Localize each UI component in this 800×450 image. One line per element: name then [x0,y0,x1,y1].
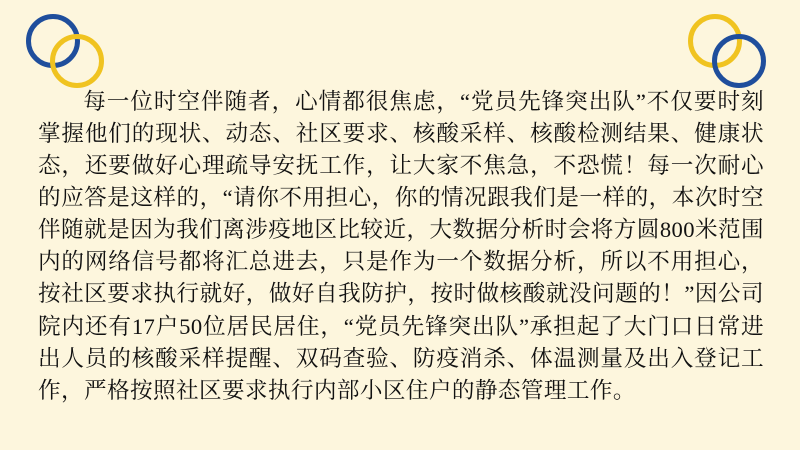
decor-rings-right [662,0,782,90]
decor-rings-left [18,0,138,90]
slide-body-text: 每一位时空伴随者，心情都很焦虑，“党员先锋突出队”不仅要时刻掌握他们的现状、动态、社区要求、核酸采样、核酸检测结果、健康状态，还要做好心理疏导安抚工作，让大家不焦急，不恐慌！每一次耐心的应答是这样的，“请你不用担心，你的情况跟我们是一样的，本次时空伴随就是因为我们离涉疫地区比较近，大数据分析时会将方圆800米范围内的网络信号都将汇总进去，只是作为一个数据分析，所以不用担心，按社区要求执行就好，做好自我防护，按时做核酸就没问题的！”因公司院内还有17户50位居民居住，“党员先锋突出队”承担起了大门口日常进出人员的核酸采样提醒、双码查验、防疫消杀、体温测量及出入登记工作，严格按照社区要求执行内部小区住户的静态管理工作。 [38,89,764,403]
yellow-ring-icon [50,34,104,88]
blue-ring-icon [712,34,766,88]
